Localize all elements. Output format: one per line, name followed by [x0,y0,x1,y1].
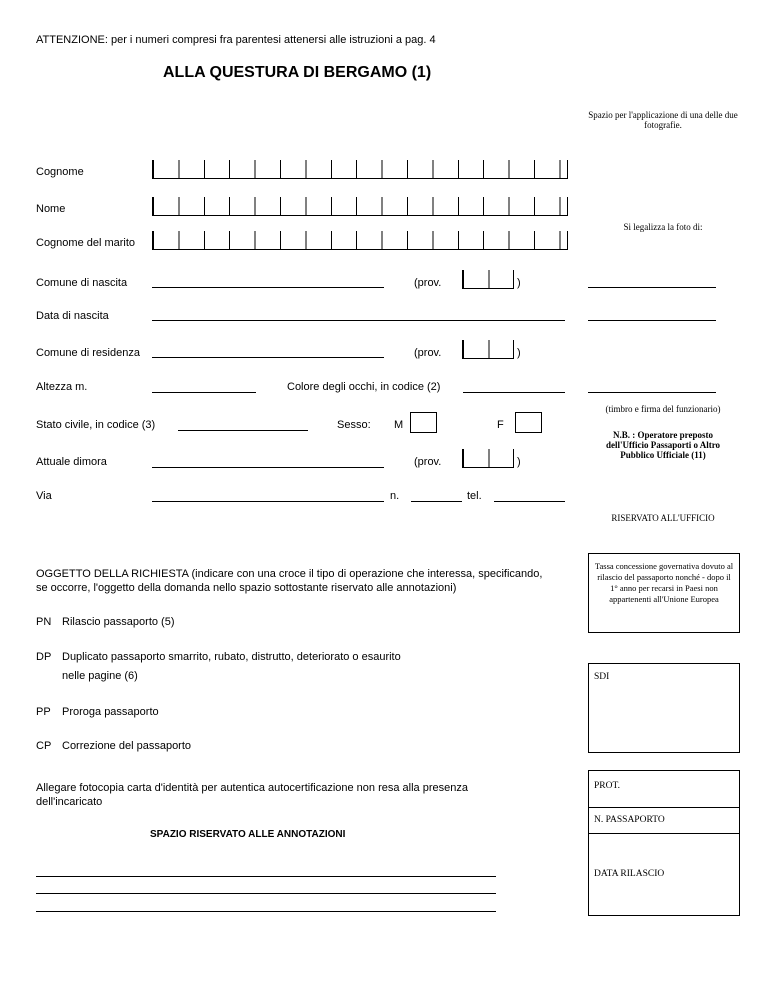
prot-label: PROT. [594,781,620,791]
option-dp-label-2: nelle pagine (6) [62,670,138,682]
street-label: Via [36,490,52,502]
residence-prov-close: ) [517,347,521,359]
address-prov-close: ) [517,456,521,468]
attention-notice: ATTENZIONE: per i numeri compresi fra parentesi attenersi alle istruzioni a pag. 4 [36,34,436,46]
annotation-line-2[interactable] [36,893,496,894]
name-label: Nome [36,203,66,215]
residence-town-line[interactable] [152,357,384,358]
annotation-line-1[interactable] [36,876,496,877]
option-cp-label: Correzione del passaporto [62,740,192,752]
height-line[interactable] [152,392,256,393]
sex-m-checkbox[interactable] [410,412,437,433]
option-pp-label: Proroga passaporto [62,706,159,718]
birth-prov-close: ) [517,277,521,289]
address-prov-cells[interactable] [462,449,514,468]
husband-surname-label: Cognome del marito [36,237,136,249]
legalize-line-3[interactable] [588,392,716,393]
residence-prov-cells[interactable] [462,340,514,359]
issue-date-label: DATA RILASCIO [594,869,665,879]
residence-prov-label: (prov. [414,347,442,359]
attach-note: Allegare fotocopia carta d'identità per autentica autocertificazione non resa alla presenza dell'incaricato [36,782,468,808]
nb-operator-note: N.B. : Operatore preposto dell'Ufficio Passaporti o Altro Pubblico Ufficiale (11) [605,430,721,460]
surname-cells[interactable] [152,160,568,179]
current-address-label: Attuale dimora [36,456,107,468]
legalize-line-1[interactable] [588,287,716,288]
residence-town-label: Comune di residenza [36,347,140,359]
eye-color-line[interactable] [463,392,565,393]
birth-town-line[interactable] [152,287,384,288]
tax-box [588,553,740,633]
option-pn-label: Rilascio passaporto (5) [62,616,175,628]
reserved-office-label: RISERVATO ALL'UFFICIO [611,513,715,523]
option-dp-label: Duplicato passaporto smarrito, rubato, distrutto, deteriorato o esaurito [62,651,401,663]
legalize-photo-label: Si legalizza la foto di: [623,222,703,232]
sdi-label: SDI [594,672,610,682]
birth-prov-cells[interactable] [462,270,514,289]
eye-color-label: Colore degli occhi, in codice (2) [287,381,441,393]
birth-town-label: Comune di nascita [36,277,128,289]
civil-status-line[interactable] [178,430,308,431]
sex-f-label: F [497,419,504,431]
option-dp-code[interactable]: DP [36,651,52,663]
legalize-line-2[interactable] [588,320,716,321]
number-label: n. [390,490,400,502]
sdi-box[interactable] [588,663,740,753]
name-cells[interactable] [152,197,568,216]
street-line[interactable] [152,501,384,502]
address-prov-label: (prov. [414,456,442,468]
sex-f-checkbox[interactable] [515,412,542,433]
page-title: ALLA QUESTURA DI BERGAMO (1) [163,64,432,81]
sex-label: Sesso: [337,419,371,431]
birth-date-label: Data di nascita [36,310,109,322]
annotation-line-3[interactable] [36,911,496,912]
phone-label: tel. [467,490,482,502]
height-label: Altezza m. [36,381,88,393]
request-heading: OGGETTO DELLA RICHIESTA (indicare con una croce il tipo di operazione che interessa, specificando, se occorre, l'oggetto della domanda nello spazio sottostante riservato alle annotazioni) [36,568,543,594]
option-pp-code[interactable]: PP [36,706,51,718]
phone-line[interactable] [494,501,565,502]
option-cp-code[interactable]: CP [36,740,52,752]
birth-prov-label: (prov. [414,277,442,289]
stamp-signature-label: (timbro e firma del funzionario) [605,404,721,414]
sex-m-label: M [394,419,404,431]
husband-surname-cells[interactable] [152,231,568,250]
tax-box-text: Tassa concessione governativa dovuto al rilascio del passaporto nonché - dopo il 1° anno per recarsi in Paesi non appartenenti all'Unione Europea [594,561,734,604]
photo-space-label: Spazio per l'applicazione di una delle due fotografie. [588,110,738,130]
annotations-heading: SPAZIO RISERVATO ALLE ANNOTAZIONI [150,829,346,840]
passport-number-label: N. PASSAPORTO [594,815,665,825]
birth-date-line[interactable] [152,320,565,321]
office-stack-box [588,770,740,916]
option-pn-code[interactable]: PN [36,616,52,628]
surname-label: Cognome [36,166,84,178]
number-line[interactable] [411,501,462,502]
current-address-line[interactable] [152,467,384,468]
civil-status-label: Stato civile, in codice (3) [36,419,156,431]
